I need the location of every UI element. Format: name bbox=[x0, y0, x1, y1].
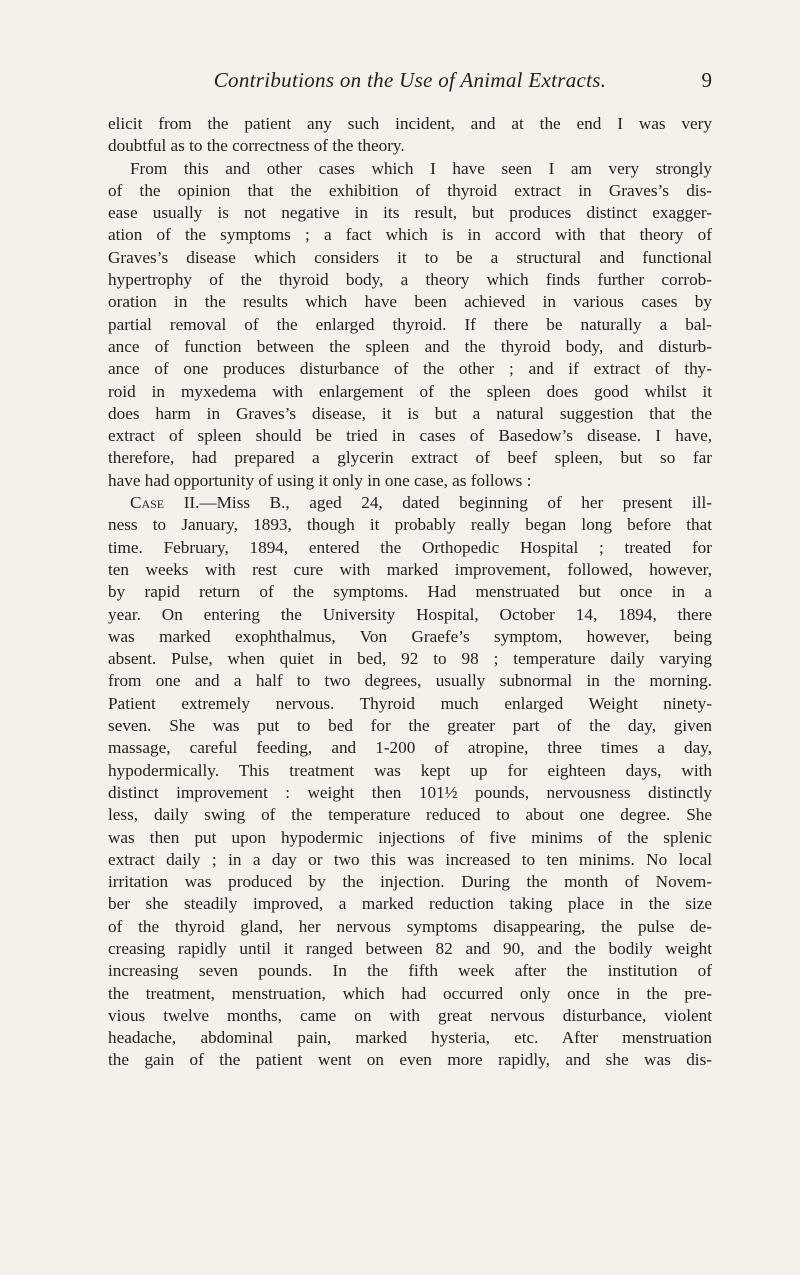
text-line: extract of spleen should be tried in cases of Basedow’s disease. I have, bbox=[108, 426, 712, 446]
text-line: of the thyroid gland, her nervous symptoms disappearing, the pulse de- bbox=[108, 916, 712, 936]
text-line: headache, abdominal pain, marked hysteria, etc. After menstruation bbox=[108, 1028, 712, 1048]
case-label: Case bbox=[130, 493, 165, 513]
text-line: have had opportunity of using it only in one case, as follows : bbox=[108, 470, 532, 490]
text-line: hypodermically. This treatment was kept up for eighteen days, with bbox=[108, 760, 712, 780]
text-line: doubtful as to the correctness of the theory. bbox=[108, 136, 405, 156]
text-line: elicit from the patient any such incident, and at the end I was very bbox=[108, 114, 712, 133]
text-line: ance of function between the spleen and the thyroid body, and disturb- bbox=[108, 336, 712, 356]
text-line: partial removal of the enlarged thyroid. If there be naturally a bal- bbox=[108, 314, 712, 334]
text-line: ness to January, 1893, though it probably really began long before that bbox=[108, 515, 712, 535]
text-line: distinct improvement : weight then 101½ pounds, nervousness distinctly bbox=[108, 782, 712, 802]
text-line: seven. She was put to bed for the greater part of the day, given bbox=[108, 716, 712, 736]
text-line: vious twelve months, came on with great nervous disturbance, violent bbox=[108, 1005, 712, 1025]
text-line: the treatment, menstruation, which had occurred only once in the pre- bbox=[108, 983, 712, 1003]
text-line: From this and other cases which I have seen I am very strongly bbox=[130, 158, 712, 178]
text-line: increasing seven pounds. In the fifth week after the institution of bbox=[108, 961, 712, 981]
text-line: roid in myxedema with enlargement of the spleen does good whilst it bbox=[108, 381, 712, 401]
text-line: absent. Pulse, when quiet in bed, 92 to 98 ; temperature daily varying bbox=[108, 649, 712, 669]
text-line: of the opinion that the exhibition of thyroid extract in Graves’s dis- bbox=[108, 180, 712, 200]
text-line: less, daily swing of the temperature reduced to about one degree. She bbox=[108, 805, 712, 825]
page-number: 9 bbox=[701, 68, 712, 92]
text-line: creasing rapidly until it ranged between 82 and 90, and the bodily weight bbox=[108, 938, 712, 958]
text-line: ease usually is not negative in its result, but produces distinct exagger- bbox=[108, 203, 712, 223]
text-line: was then put upon hypodermic injections of five minims of the splenic bbox=[108, 827, 712, 847]
text-line: Graves’s disease which considers it to be a structural and functional bbox=[108, 247, 712, 267]
text-line: irritation was produced by the injection. During the month of Novem- bbox=[108, 872, 712, 892]
text-line: extract daily ; in a day or two this was increased to ten minims. No local bbox=[108, 849, 712, 869]
text-line: massage, careful feeding, and 1-200 of atropine, three times a day, bbox=[108, 738, 712, 758]
text-line: year. On entering the University Hospital, October 14, 1894, there bbox=[108, 604, 712, 624]
body-text bbox=[108, 113, 712, 1072]
text-line: ation of the symptoms ; a fact which is in accord with that theory of bbox=[108, 225, 712, 245]
text-line: does harm in Graves’s disease, it is but a natural suggestion that the bbox=[108, 403, 712, 423]
text-line: hypertrophy of the thyroid body, a theory which finds further corrob- bbox=[108, 270, 712, 290]
text-line: ance of one produces disturbance of the other ; and if extract of thy- bbox=[108, 359, 712, 379]
text-line: Patient extremely nervous. Thyroid much enlarged Weight ninety- bbox=[108, 693, 712, 713]
text-line: ber she steadily improved, a marked reduction taking place in the size bbox=[108, 894, 712, 914]
running-title: Contributions on the Use of Animal Extracts. bbox=[213, 68, 607, 92]
text-line: oration in the results which have been achieved in various cases by bbox=[108, 292, 712, 312]
text-line: by rapid return of the symptoms. Had menstruated but once in a bbox=[108, 582, 712, 602]
case-heading-line bbox=[108, 492, 712, 514]
text-line: therefore, had prepared a glycerin extract of beef spleen, but so far bbox=[108, 448, 712, 468]
text-line: the gain of the patient went on even more rapidly, and she was dis- bbox=[108, 1050, 712, 1070]
text-line: was marked exophthalmus, Von Graefe’s symptom, however, being bbox=[108, 626, 712, 646]
running-head bbox=[108, 68, 712, 98]
case-first-line-rest: II.—Miss B., aged 24, dated beginning of her present ill- bbox=[164, 493, 712, 513]
text-line: from one and a half to two degrees, usually subnormal in the morning. bbox=[108, 671, 712, 691]
text-line: time. February, 1894, entered the Orthopedic Hospital ; treated for bbox=[108, 537, 712, 557]
text-line: ten weeks with rest cure with marked improvement, followed, however, bbox=[108, 559, 712, 579]
